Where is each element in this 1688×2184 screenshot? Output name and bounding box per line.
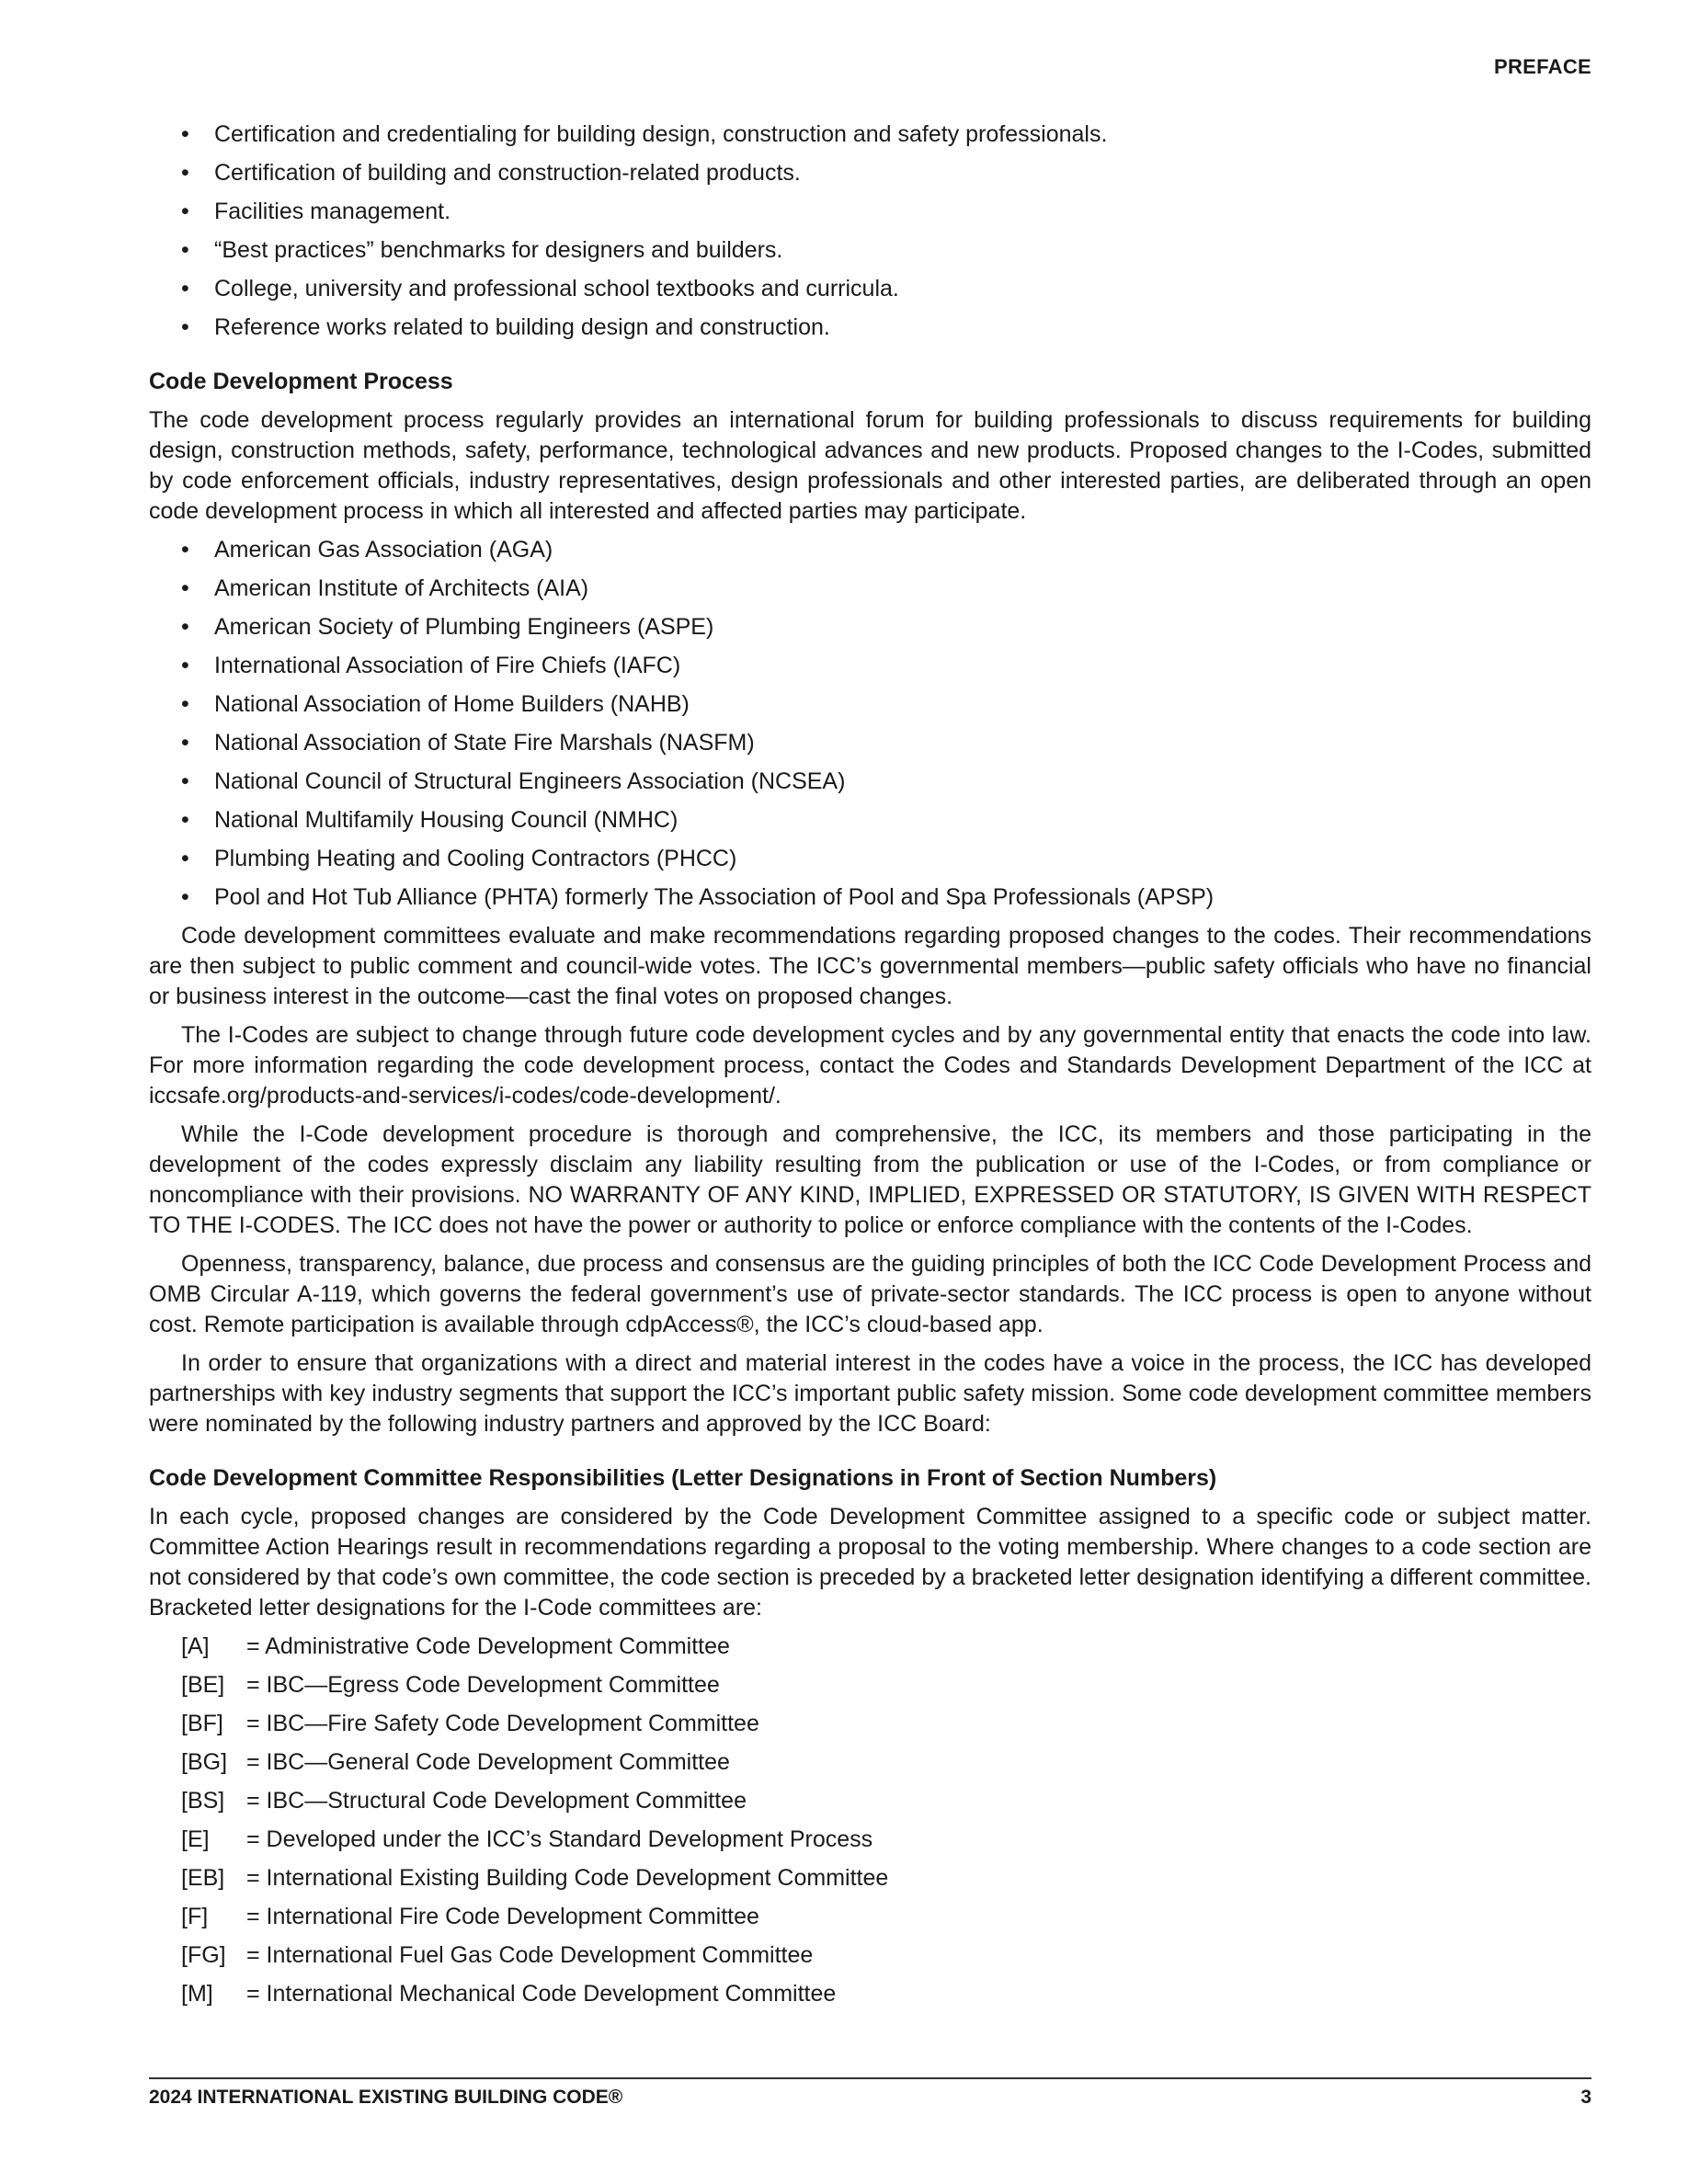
bullet-icon: • (181, 199, 189, 224)
designation-row (149, 1709, 1591, 1739)
section-heading-committee-responsibilities: Code Development Committee Responsibilities (Letter Designations in Front of Section Numbers) (149, 1465, 1217, 1491)
body-paragraph: The I-Codes are subject to change through future code development cycles and by any governmental entity that enacts the code into law. For more information regarding the code development process, contact the Codes and Standards Development Department of the ICC at iccsafe.org/products-and-services/i-codes/code-development/. (149, 1022, 1591, 1109)
designation-code: [BS] (181, 1788, 225, 1814)
designation-row (149, 1747, 1591, 1778)
footer-title: 2024 INTERNATIONAL EXISTING BUILDING CODE® (149, 2087, 623, 2108)
page-content (149, 119, 1591, 2018)
bullet-icon: • (181, 237, 189, 263)
list-item: • College, university and professional school textbooks and curricula. (149, 274, 1591, 304)
designation-code: [A] (181, 1633, 210, 1659)
top-bullet-list (149, 119, 1591, 343)
bullet-icon: • (181, 160, 189, 186)
designation-code: [BG] (181, 1749, 228, 1775)
running-head: PREFACE (1493, 55, 1591, 78)
list-item: • Pool and Hot Tub Alliance (PHTA) formerly The Association of Pool and Spa Professionals (APSP) (149, 882, 1591, 913)
list-item: • American Institute of Architects (AIA) (149, 574, 1591, 604)
designation-row (149, 1902, 1591, 1932)
designation-row (149, 1632, 1591, 1662)
list-item: • American Gas Association (AGA) (149, 535, 1591, 565)
list-item: • American Society of Plumbing Engineers (ASPE) (149, 612, 1591, 643)
list-item: • National Council of Structural Engineers Association (NCSEA) (149, 767, 1591, 797)
designation-code: [EB] (181, 1865, 225, 1891)
designation-desc: = International Fuel Gas Code Development Committee (246, 1942, 814, 1968)
bullet-icon: • (181, 807, 189, 833)
bullet-icon: • (181, 614, 189, 640)
designation-code: [BF] (181, 1711, 223, 1736)
designation-code: [BE] (181, 1672, 225, 1698)
designation-desc: = International Mechanical Code Development Committee (246, 1981, 837, 2007)
bullet-icon: • (181, 314, 189, 340)
designation-desc: = International Fire Code Development Committee (246, 1904, 759, 1929)
designation-row (149, 1786, 1591, 1816)
bullet-icon: • (181, 575, 189, 601)
designation-desc: = Administrative Code Development Committee (246, 1633, 730, 1659)
organization-list (149, 535, 1591, 913)
designation-row (149, 1979, 1591, 2009)
list-item: • “Best practices” benchmarks for designers and builders. (149, 235, 1591, 266)
section-heading-code-development-process: Code Development Process (149, 369, 453, 394)
body-paragraph: Openness, transparency, balance, due process and consensus are the guiding principles of both the ICC Code Development Process and OMB Circular A-119, which governs the federal government’s use of private-sector standards. The ICC process is open to anyone without cost. Remote participation is available through cdpAccess®, the ICC’s cloud-based app. (149, 1251, 1591, 1337)
list-item: • Certification and credentialing for building design, construction and safety professionals. (149, 119, 1591, 150)
designation-desc: = IBC—Fire Safety Code Development Committee (246, 1711, 759, 1736)
list-item: • International Association of Fire Chiefs (IAFC) (149, 651, 1591, 681)
list-item: • National Association of State Fire Marshals (NASFM) (149, 728, 1591, 758)
bullet-icon: • (181, 653, 189, 678)
bullet-icon: • (181, 884, 189, 910)
designation-code: [M] (181, 1981, 213, 2007)
page-number: 3 (1580, 2087, 1591, 2108)
list-item: • Reference works related to building design and construction. (149, 313, 1591, 343)
designation-code: [E] (181, 1826, 210, 1852)
section-intro-paragraph: In each cycle, proposed changes are considered by the Code Development Committee assigned to a specific code or subject matter. Committee Action Hearings result in recommendations regarding a proposal to the voting membership. Where changes to a code section are not considered by that code’s own committee, the code section is preceded by a bracketed letter designation identifying a different committee. Bracketed letter designations for the I-Code committees are: (149, 1504, 1591, 1621)
designation-code: [F] (181, 1904, 209, 1929)
bullet-icon: • (181, 768, 189, 794)
designation-code: [FG] (181, 1942, 226, 1968)
designation-row (149, 1825, 1591, 1855)
body-paragraph: In order to ensure that organizations with a direct and material interest in the codes have a voice in the process, the ICC has developed partnerships with key industry segments that support the ICC’s important public safety mission. Some code development committee members were nominated by the following industry partners and approved by the ICC Board: (149, 1350, 1591, 1437)
list-item: • Certification of building and construction-related products. (149, 158, 1591, 188)
designation-row (149, 1940, 1591, 1971)
designation-desc: = International Existing Building Code Development Committee (246, 1865, 889, 1891)
designation-desc: = IBC—Structural Code Development Committee (246, 1788, 747, 1814)
list-item: • National Multifamily Housing Council (NMHC) (149, 805, 1591, 836)
body-paragraph: While the I-Code development procedure is thorough and comprehensive, the ICC, its members and those participating in the development of the codes expressly disclaim any liability resulting from the publication or use of the I-Codes, or from compliance or noncompliance with their provisions. NO WARRANTY OF ANY KIND, IMPLIED, EXPRESSED OR STATUTORY, IS GIVEN WITH RESPECT TO THE I-CODES. The ICC does not have the power or authority to police or enforce compliance with the contents of the I-Codes. (149, 1121, 1591, 1238)
list-item: • Facilities management. (149, 197, 1591, 227)
list-item: • Plumbing Heating and Cooling Contractors (PHCC) (149, 844, 1591, 874)
document-page (149, 0, 1591, 2184)
page-footer (149, 2087, 1591, 2109)
designation-desc: = IBC—Egress Code Development Committee (246, 1672, 720, 1698)
bullet-icon: • (181, 276, 189, 301)
designation-desc: = Developed under the ICC’s Standard Development Process (246, 1826, 873, 1852)
designation-row (149, 1670, 1591, 1701)
list-item: • National Association of Home Builders (NAHB) (149, 689, 1591, 720)
bullet-icon: • (181, 537, 189, 563)
designation-list (149, 1632, 1591, 2009)
bullet-icon: • (181, 121, 189, 147)
designation-row (149, 1863, 1591, 1894)
bullet-icon: • (181, 846, 189, 871)
bullet-icon: • (181, 730, 189, 756)
designation-desc: = IBC—General Code Development Committee (246, 1749, 730, 1775)
section-intro-paragraph: The code development process regularly provides an international forum for building professionals to discuss requirements for building design, construction methods, safety, performance, technological advances and new products. Proposed changes to the I-Codes, submitted by code enforcement officials, industry representatives, design professionals and other interested parties, are deliberated through an open code development process in which all interested and affected parties may participate. (149, 407, 1591, 524)
body-paragraph: Code development committees evaluate and make recommendations regarding proposed changes to the codes. Their recommendations are then subject to public comment and council-wide votes. The ICC’s governmental members—public safety officials who have no financial or business interest in the outcome—cast the final votes on proposed changes. (149, 923, 1591, 1009)
bullet-icon: • (181, 691, 189, 717)
footer-divider (149, 2077, 1591, 2079)
